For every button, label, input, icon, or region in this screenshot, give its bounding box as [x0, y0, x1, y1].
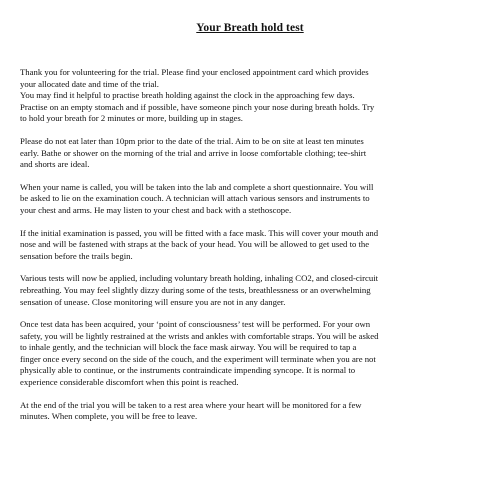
- text-line: be asked to lie on the examination couch. A technician will attach various sensors and instruments to: [20, 193, 370, 204]
- paragraph-preparation: [20, 136, 482, 171]
- text-line: Once test data has been acquired, your ‘point of consciousness’ test will be performed. For your own: [20, 319, 371, 330]
- text-line: Please do not eat later than 10pm prior to the date of the trial. Aim to be on site at least ten minutes: [20, 135, 364, 146]
- text-line: nose and will be fastened with straps at the back of your head. You will be allowed to get used to the: [20, 239, 370, 250]
- text-line: and shorts are ideal.: [20, 159, 90, 170]
- text-line: safety, you will be lightly restrained at the wrists and ankles with comfortable straps. You will be asked: [20, 330, 379, 341]
- text-line: Thank you for volunteering for the trial. Please find your enclosed appointment card which provides: [20, 67, 369, 77]
- text-line: early. Bathe or shower on the morning of the trial and arrive in loose comfortable clothing; tee-shirt: [20, 147, 367, 158]
- paragraph-face-mask: [20, 228, 482, 263]
- text-line: physically able to continue, or the instruments contraindicate impending syncope. It is normal to: [20, 365, 356, 376]
- text-line: to inhale gently, and the technician will block the face mask airway. You will be required to tap a: [20, 342, 357, 353]
- text-line: your allocated date and time of the trial.: [20, 78, 159, 89]
- text-line: rebreathing. You may feel slightly dizzy during some of the tests, breathlessness or an overwhelming: [20, 284, 371, 295]
- paragraph-appointment: [20, 67, 482, 125]
- text-line: experience considerable discomfort when this point is reached.: [20, 377, 239, 388]
- text-line: finger once every second on the side of the couch, and the experiment will terminate when you are not: [20, 353, 376, 364]
- paragraph-questionnaire: [20, 182, 482, 217]
- text-line: sensation before the trails begin.: [20, 250, 133, 261]
- text-line: You may find it helpful to practise breath holding against the clock in the approaching few days.: [20, 90, 355, 101]
- text-line: At the end of the trial you will be taken to a rest area where your heart will be monitored for a few: [20, 399, 362, 410]
- text-line: to hold your breath for 2 minutes or more, building up in stages.: [20, 113, 243, 124]
- document-title: Your Breath hold test: [196, 22, 304, 34]
- text-line: your chest and arms. He may listen to your chest and back with a stethoscope.: [20, 204, 292, 215]
- document-body: [20, 67, 482, 434]
- text-line: When your name is called, you will be taken into the lab and complete a short questionnaire. You will: [20, 181, 374, 192]
- text-line: If the initial examination is passed, you will be fitted with a face mask. This will cover your mouth and: [20, 227, 379, 238]
- text-line: Various tests will now be applied, including voluntary breath holding, inhaling CO2, and closed-circuit: [20, 273, 379, 284]
- text-line: minutes. When complete, you will be free to leave.: [20, 411, 198, 422]
- paragraph-end-of-trial: [20, 400, 482, 423]
- text-line: Practise on an empty stomach and if possible, have someone pinch your nose during breath holds. Try: [20, 101, 375, 112]
- text-line: sensation of unease. Close monitoring will ensure you are not in any danger.: [20, 296, 286, 307]
- paragraph-tests: [20, 273, 482, 308]
- paragraph-consciousness-test: [20, 319, 482, 389]
